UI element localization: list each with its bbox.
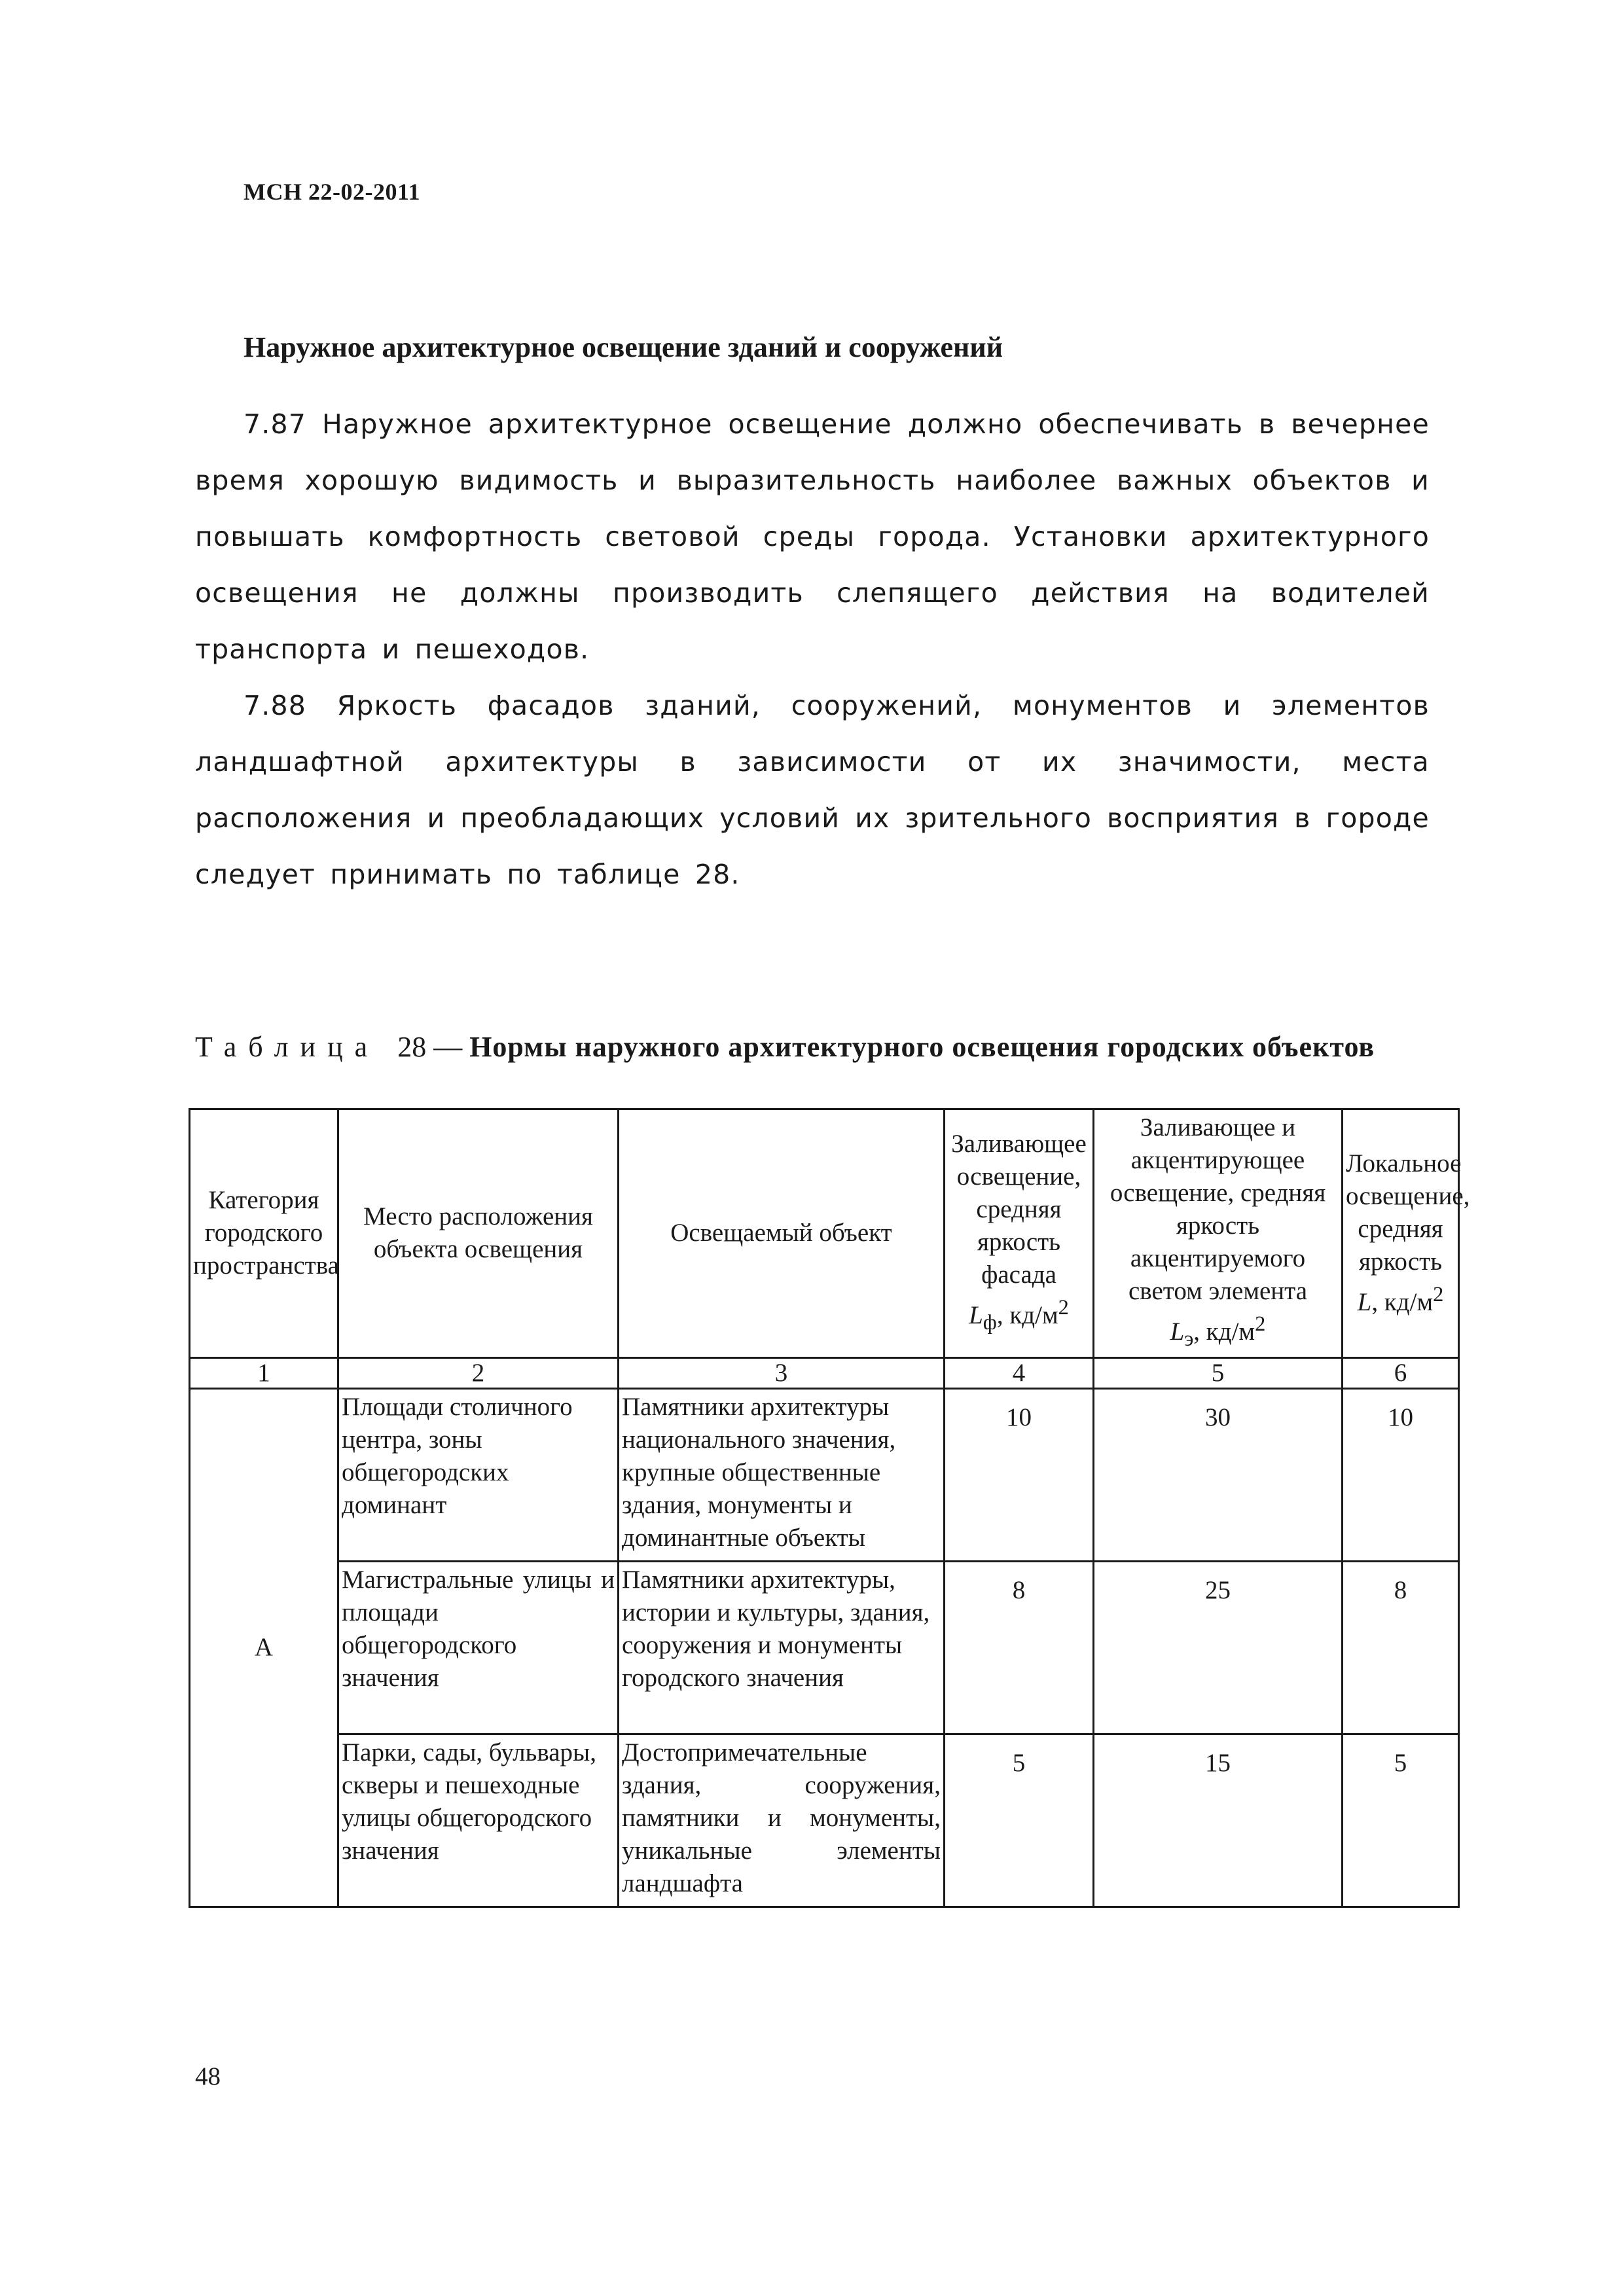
header-facade-unit: , кд/м: [996, 1301, 1058, 1329]
section-heading: Наружное архитектурное освещение зданий и сооружений: [244, 331, 1003, 363]
paragraph-7-88: 7.88 Яркость фасадов зданий, сооружений, монументов и элементов ландшафтной архитектуры в зависимости от их значимости, места расположения и преобладающих условий их зрительного восприятия в городе следует принимать по таблице 28.: [195, 690, 1430, 890]
header-local-brightness: [1343, 1109, 1470, 1358]
column-number-row: [190, 1357, 1459, 1388]
header-local-unit: , кд/м: [1371, 1288, 1434, 1317]
header-object: Освещаемый объект: [619, 1109, 945, 1358]
local-value: 5: [1343, 1734, 1459, 1907]
column-number: 6: [1343, 1357, 1459, 1388]
facade-value: 5: [945, 1734, 1094, 1907]
table-row: [190, 1388, 1459, 1561]
table-caption-number: 28: [397, 1031, 427, 1063]
local-value: 10: [1343, 1388, 1459, 1561]
header-accent-unit: , кд/м: [1193, 1318, 1255, 1346]
facade-value: 8: [945, 1561, 1094, 1734]
location-cell: Площади столичного центра, зоны общегородских доминант: [338, 1388, 619, 1561]
header-facade-power: 2: [1058, 1296, 1069, 1319]
table-caption-label: Таблица: [195, 1031, 380, 1063]
paragraph-7-87: 7.87 Наружное архитектурное освещение должно обеспечивать в вечернее время хорошую видимость и выразительность наиболее важных объектов и повышать комфортность световой среды города. Установки архитектурного освещения не должны производить слепящего действия на водителей транспорта и пешеходов.: [195, 408, 1430, 665]
header-facade-text: Заливающее освещение, средняя яркость фасада: [951, 1130, 1087, 1289]
header-local-symbol: L: [1357, 1288, 1372, 1317]
header-location: Место расположения объекта освещения: [338, 1109, 619, 1358]
object-cell: Памятники архитектуры национального значения, крупные общественные здания, монументы и доминантные объекты: [619, 1388, 945, 1561]
local-value: 8: [1343, 1561, 1459, 1734]
header-accent-text: Заливающее и акцентирующее освещение, средняя яркость акцентируемого светом элемента: [1110, 1113, 1326, 1305]
table-caption: [195, 1031, 1430, 1064]
column-number: 4: [945, 1357, 1094, 1388]
category-cell: А: [190, 1388, 338, 1907]
document-code: МСН 22-02-2011: [244, 179, 420, 205]
header-accent-brightness: [1094, 1109, 1343, 1358]
column-number: 2: [338, 1357, 619, 1388]
location-cell: Парки, сады, бульвары, скверы и пешеходные улицы общегородского значения: [338, 1734, 619, 1907]
header-local-power: 2: [1433, 1283, 1444, 1307]
location-cell: Магистральные улицы и площади общегородского значения: [338, 1561, 619, 1734]
table-header-row: [190, 1109, 1459, 1358]
table-row: [190, 1561, 1459, 1734]
accent-value: 30: [1094, 1388, 1343, 1561]
page-number: 48: [195, 2062, 221, 2090]
header-facade-sub: ф: [983, 1310, 997, 1335]
object-cell: Памятники архитектуры, истории и культуры, здания, сооружения и монументы городского значения: [619, 1561, 945, 1734]
table-row: [190, 1734, 1459, 1907]
object-cell: Достопримечательные здания, сооружения, памятники и монументы, уникальные элементы ландшафта: [619, 1734, 945, 1907]
header-facade-brightness: [945, 1109, 1094, 1358]
header-accent-power: 2: [1255, 1312, 1266, 1336]
header-accent-symbol: L: [1170, 1318, 1185, 1346]
header-accent-sub: э: [1184, 1327, 1194, 1351]
lighting-norms-table: [189, 1108, 1470, 1908]
header-facade-symbol: L: [969, 1301, 983, 1329]
column-number: 1: [190, 1357, 338, 1388]
header-category: Категория городского пространства: [190, 1109, 338, 1358]
table-caption-title: Нормы наружного архитектурного освещения городских объектов: [469, 1031, 1375, 1063]
column-number: 3: [619, 1357, 945, 1388]
accent-value: 15: [1094, 1734, 1343, 1907]
facade-value: 10: [945, 1388, 1094, 1561]
header-local-text: Локальное освещение, средняя яркость: [1346, 1149, 1470, 1276]
accent-value: 25: [1094, 1561, 1343, 1734]
column-number: 5: [1094, 1357, 1343, 1388]
table-caption-dash: —: [433, 1031, 463, 1063]
